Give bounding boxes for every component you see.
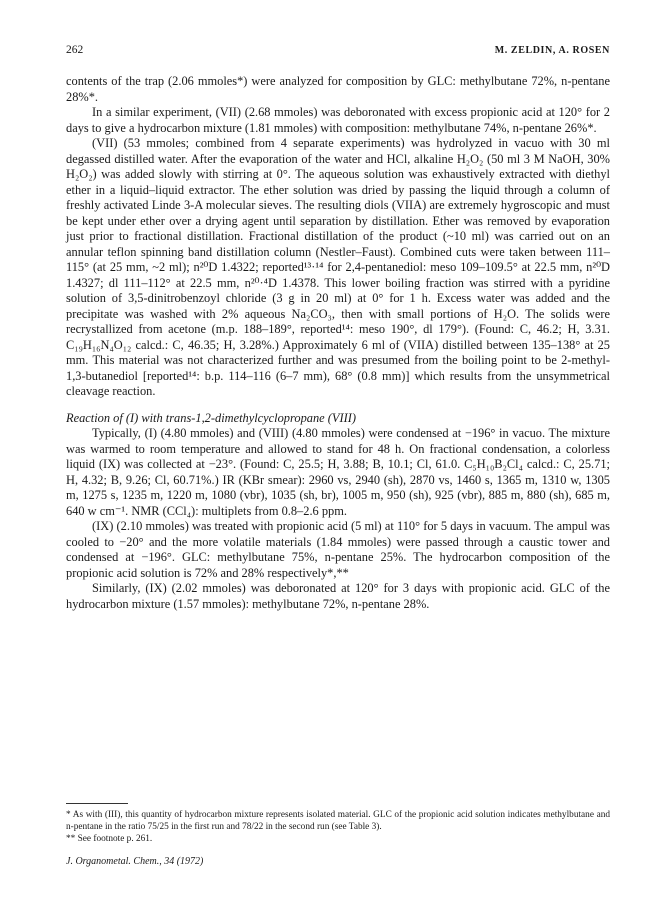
section-heading: Reaction of (I) with trans-1,2-dimethylcyclopropane (VIII) xyxy=(66,410,356,425)
paragraph-deboronation: In a similar experiment, (VII) (2.68 mmoles) was deboronated with excess propionic acid at 120° for 2 days to give a hydrocarbon mixture (1.81 mmoles) with composition: methylbutane 74%, n-pentane 26%*. xyxy=(66,105,610,135)
journal-citation: J. Organometal. Chem., 34 (1972) xyxy=(66,856,204,867)
footnote: * As with (III), this quantity of hydrocarbon mixture represents isolated material. GLC of the propionic acid solution indicates methylbutane and n-pentane in the ratio 75/25 in the first run and 78/22 in the second run (see Table 3). xyxy=(66,810,610,832)
paragraph-hydrolysis: (VII) (53 mmoles; combined from 4 separate experiments) was hydrolyzed in vacuo with 30 ml degassed distilled water. After the evaporation of the water and HCl, alkaline H₂O₂ (50 ml 3 M NaOH, 30% H₂O₂) was added slowly with stirring at 0°. The aqueous solution was exhaustively extracted with diethyl ether in a liquid–liquid extractor. The ether solution was dried by passing the liquid through a column of freshly activated Linde 3-A molecular sieves. The resulting diols (VIIA) are extremely hygroscopic and must be kept under ether over a drying agent until separation by distillation. Ether was removed by evaporation just prior to fractional distillation. Fractional distillation of the product (~10 ml) was carried out on an annular teflon spinning band distillation column (Nestler–Faust). Combined cuts were taken between 111–115° (at 25 mm, ~2 ml); n²⁰D 1.4322; reported¹³·¹⁴ for 2,4-pentanediol: meso 109–109.5° at 22.5 mm, n²⁰D 1.4327; dl 111–112° at 22.5 mm, n²⁰·⁴D 1.4378. This lower boiling fraction was stirred with a pyridine solution of 3,5-dinitrobenzoyl chloride (3 g in 20 ml) at 0° for 1 h. Excess water was added and the precipitate was washed with 2% aqueous Na₂CO₃, then with small portions of H₂O. The solids were recrystallized from acetone (m.p. 188–189°, reported¹⁴: meso 190°, dl 179°). (Found: C, 46.2; H, 3.31. C₁₉H₁₆N₄O₁₂ calcd.: C, 46.35; H, 3.28%.) Approximately 6 ml of (VIIA) distilled between 135–138° at 25 mm. This material was not characterized further and was presumed from the boiling point to be 2-methyl-1,3-butanediol [reported¹⁴: b.p. 114–116 (6–7 mm), 68° (0.8 mm)] which results from the unsymmetrical cleavage reaction. xyxy=(66,136,610,398)
paragraph-propionic-treatment: (IX) (2.10 mmoles) was treated with propionic acid (5 ml) at 110° for 5 days in vacuum. The ampul was cooled to −20° and the more volatile materials (1.84 mmoles) were passed through a caustic tower and condensed at −196°. GLC: methylbutane 75%, n-pentane 25%. The hydrocarbon composition of the propionic acid solution is 72% and 28% respectively*,** xyxy=(66,519,610,580)
running-head: M. ZELDIN, A. ROSEN xyxy=(494,45,610,56)
footnote-rule xyxy=(66,803,128,804)
footnotes xyxy=(66,809,610,845)
paragraph-typical-reaction: Typically, (I) (4.80 mmoles) and (VIII) (4.80 mmoles) were condensed at −196° in vacuo. The mixture was warmed to room temperature and allowed to stand for 48 h. On fractional condensation, a colorless liquid (IX) was collected at −23°. (Found: C, 25.5; H, 3.88; B, 10.1; Cl, 61.0. C₅H₁₀B₂Cl₄ calcd.: C, 25.71; H, 4.32; B, 9.26; Cl, 60.71%.) IR (KBr smear): 2960 vs, 2940 (sh), 2870 vs, 1460 s, 1365 m, 1310 w, 1305 m, 1275 s, 1235 m, 1220 m, 1080 (vbr), 1035 (sh, br), 1005 m, 950 (sh), 925 (vbr), 885 m, 880 (sh), 685 m, 640 w cm⁻¹. NMR (CCl₄): multiplets from 0.8–2.6 ppm. xyxy=(66,426,610,518)
footnote: ** See footnote p. 261. xyxy=(66,834,153,844)
page-header xyxy=(66,44,610,56)
article-body xyxy=(66,74,610,612)
paragraph-continued: contents of the trap (2.06 mmoles*) were analyzed for composition by GLC: methylbutane 72%, n-pentane 28%*. xyxy=(66,74,610,104)
paragraph-similar-deboronation: Similarly, (IX) (2.02 mmoles) was deboronated at 120° for 3 days with propionic acid. GLC of the hydrocarbon mixture (1.57 mmoles): methylbutane 72%, n-pentane 28%. xyxy=(66,581,610,611)
page-number: 262 xyxy=(66,44,84,56)
